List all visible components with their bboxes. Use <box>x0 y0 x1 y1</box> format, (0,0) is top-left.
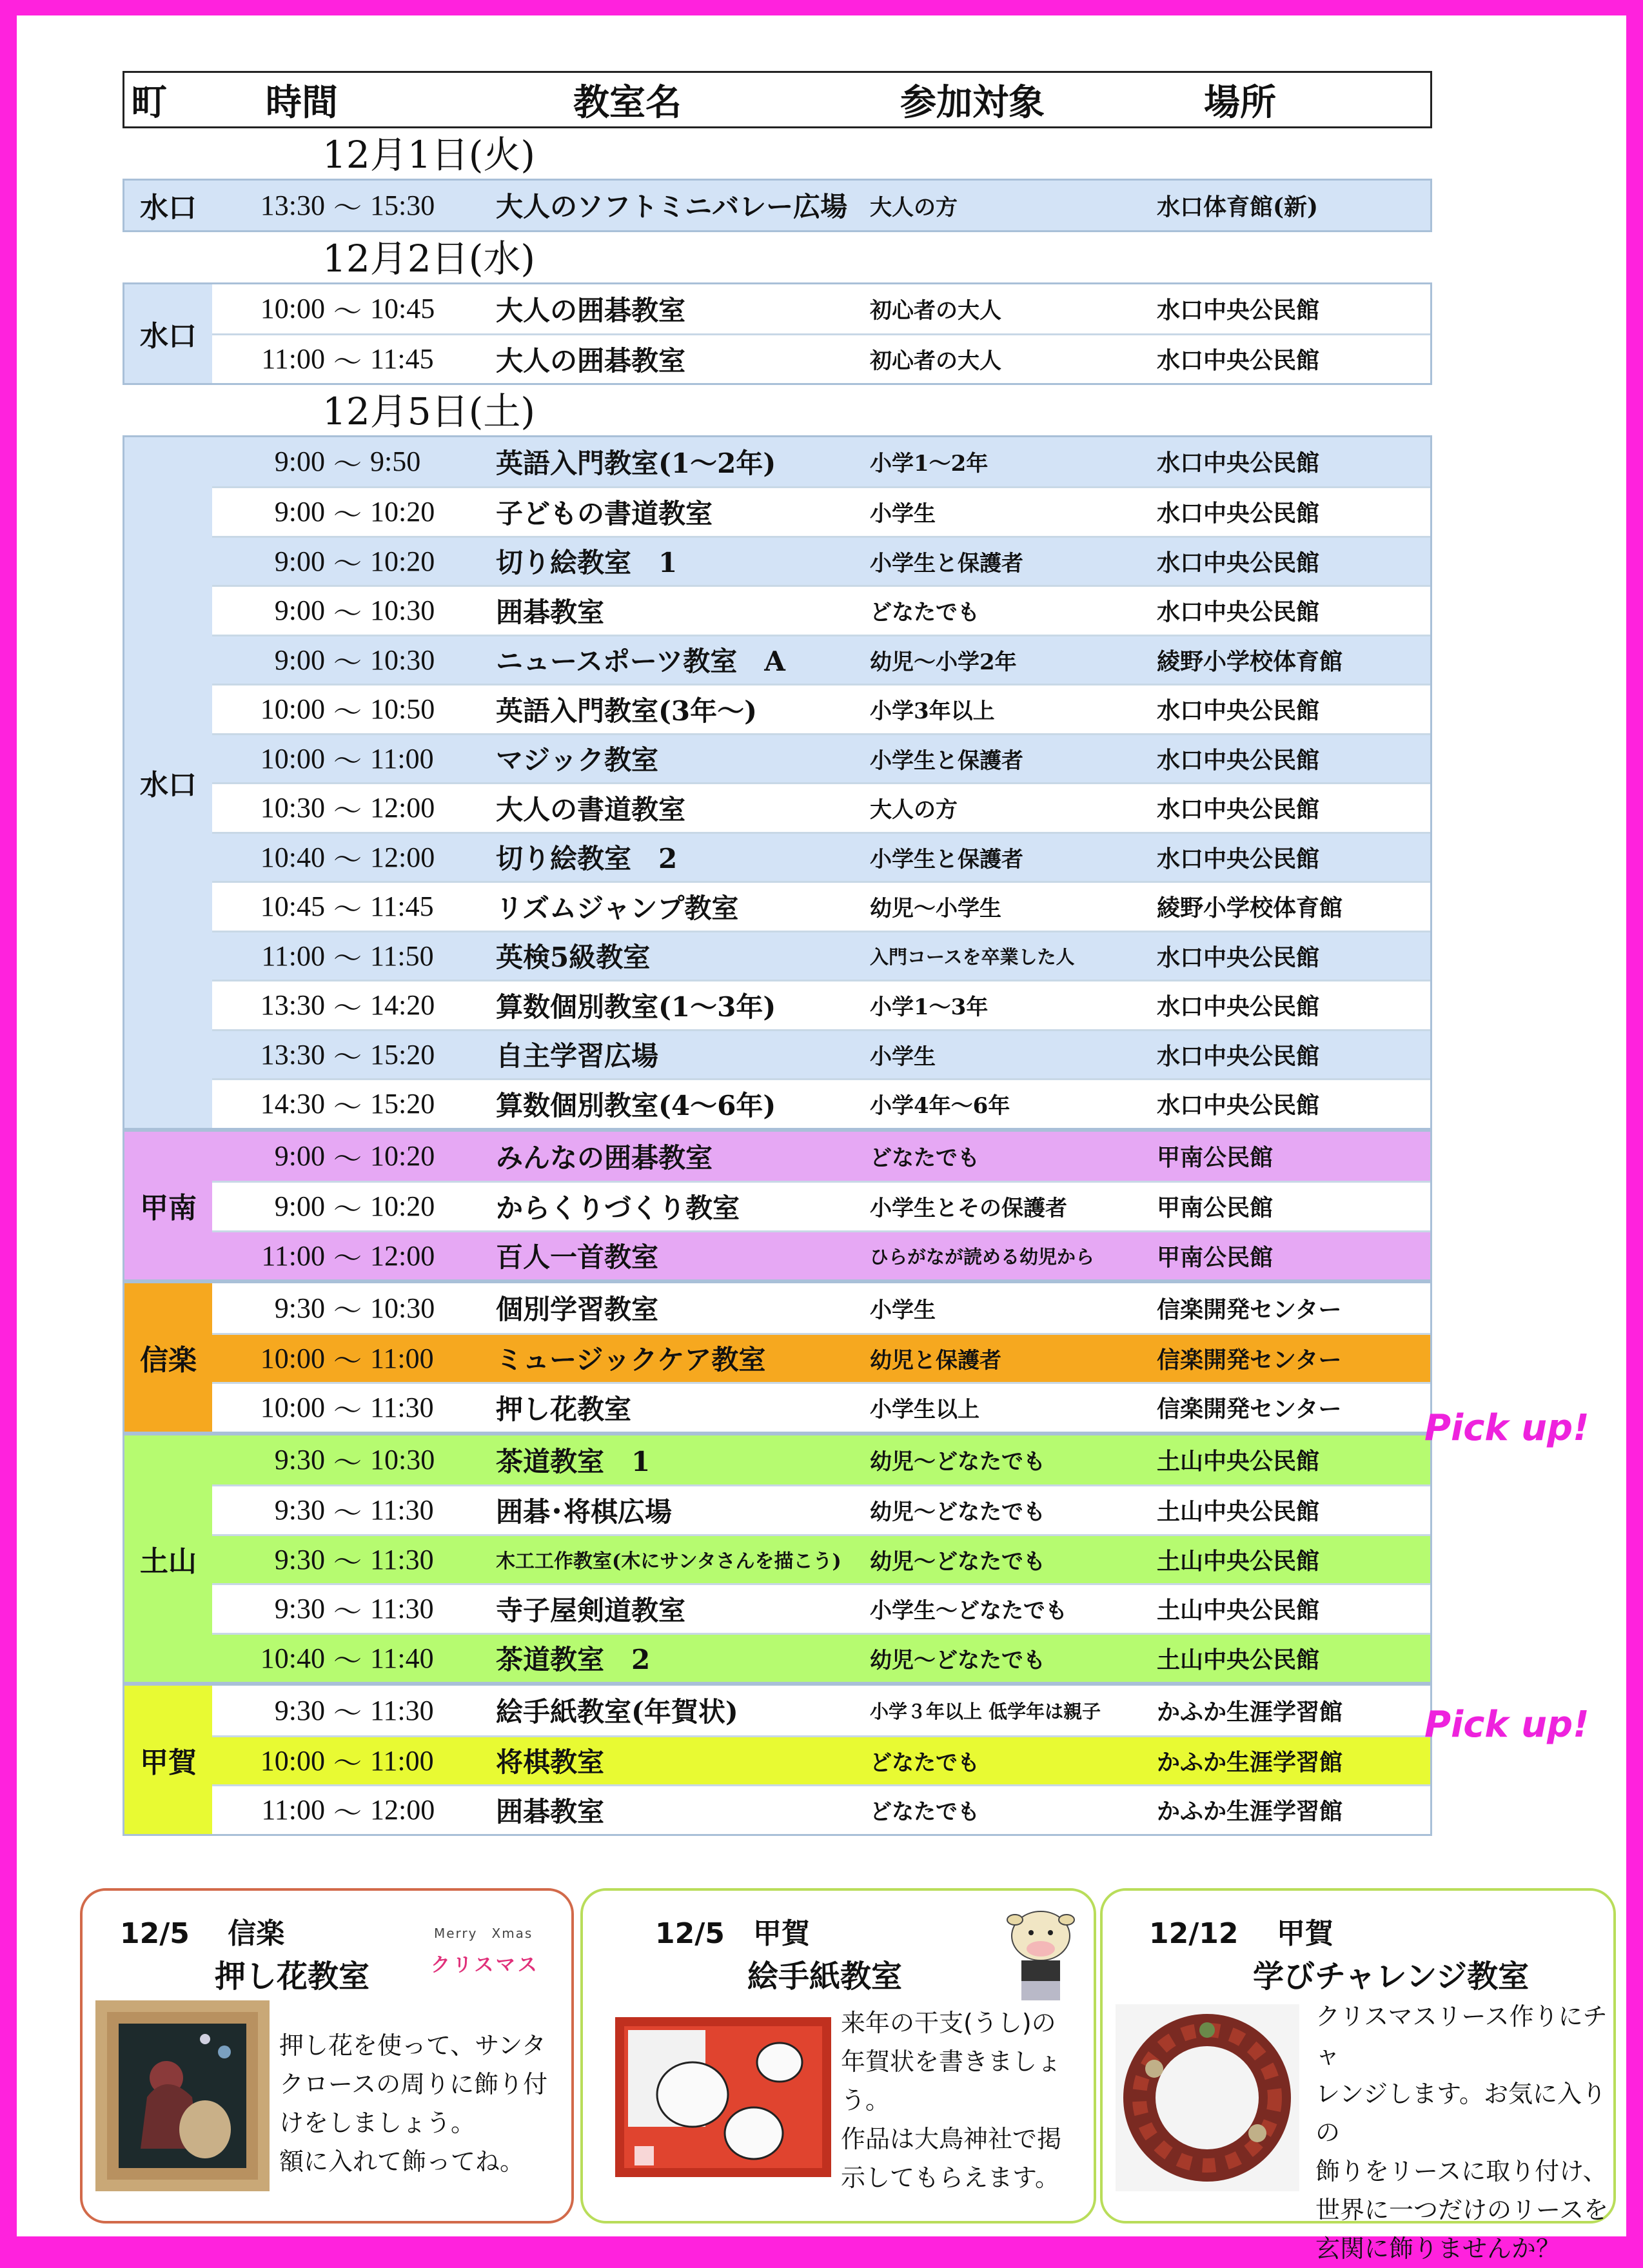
class-name: 算数個別教室(1～3年) <box>496 991 776 1023</box>
end-time: 11:00 <box>370 742 434 774</box>
time-separator: ～ <box>333 1748 362 1780</box>
town-label: 信楽 <box>124 1283 212 1432</box>
start-time: 9:30 <box>274 1694 325 1726</box>
time-cell <box>212 985 496 1026</box>
time-cell <box>212 288 496 330</box>
target-audience: 幼児～小学2年 <box>870 649 1017 675</box>
start-time: 11:00 <box>261 1239 325 1272</box>
target-audience: ひらがなが読める幼児から <box>870 1245 1095 1268</box>
target-audience: 幼児と保護者 <box>870 1347 1001 1374</box>
start-time: 9:30 <box>274 1543 325 1575</box>
start-time: 10:00 <box>260 742 325 774</box>
box-title: 学びチャレンジ教室 <box>1253 1958 1530 1995</box>
town-label: 甲南 <box>124 1132 212 1280</box>
start-time: 11:00 <box>261 1794 325 1826</box>
info-box-wreath <box>1100 1888 1616 2263</box>
class-name: 囲碁教室 <box>496 596 605 628</box>
table-row <box>212 931 1430 980</box>
end-time: 10:30 <box>370 595 435 627</box>
table-row <box>212 1230 1430 1280</box>
end-time: 11:45 <box>370 891 434 923</box>
target-audience: 小学生以上 <box>870 1397 979 1423</box>
header-town: 町 <box>131 81 167 124</box>
class-name: 百人一首教室 <box>496 1241 659 1274</box>
class-name: 絵手紙教室(年賀状) <box>496 1696 738 1728</box>
start-time: 14:30 <box>260 1088 325 1120</box>
table-row <box>212 684 1430 733</box>
schedule-table <box>123 71 1432 1836</box>
class-name: 大人の書道教室 <box>496 793 686 825</box>
end-time: 11:00 <box>370 1744 434 1777</box>
wreath-photo <box>1116 2004 1299 2191</box>
end-time: 12:00 <box>370 841 435 873</box>
end-time: 10:30 <box>370 1292 435 1324</box>
time-cell <box>212 491 496 533</box>
time-separator: ～ <box>333 794 362 827</box>
class-name: 押し花教室 <box>496 1393 632 1425</box>
time-cell <box>212 441 496 482</box>
time-cell <box>212 1637 496 1679</box>
venue: 水口中央公民館 <box>1157 598 1320 626</box>
venue: 土山中央公民館 <box>1157 1448 1320 1475</box>
target-audience: 小学生 <box>870 1297 936 1323</box>
time-cell <box>212 1539 496 1580</box>
venue: 水口中央公民館 <box>1157 993 1320 1021</box>
pickup-label: Pick up! <box>1424 1407 1589 1449</box>
class-name: 囲碁･将棋広場 <box>496 1495 673 1528</box>
class-name: 個別学習教室 <box>496 1294 659 1326</box>
time-separator: ～ <box>333 1193 362 1225</box>
time-cell <box>212 1740 496 1781</box>
venue: 信楽開発センター <box>1157 1346 1342 1374</box>
page <box>17 15 1626 2263</box>
end-time: 10:20 <box>370 545 435 577</box>
time-separator: ～ <box>333 943 362 975</box>
time-separator: ～ <box>333 597 362 629</box>
table-row <box>212 284 1430 334</box>
box-date: 12/5 甲賀 <box>655 1917 810 1950</box>
class-name: リズムジャンプ教室 <box>496 892 739 924</box>
start-time: 10:00 <box>260 1392 325 1424</box>
start-time: 10:00 <box>260 293 325 325</box>
time-separator: ～ <box>333 1394 362 1426</box>
class-name: みんなの囲碁教室 <box>496 1141 713 1174</box>
class-name: 茶道教室 1 <box>496 1445 651 1477</box>
box-title: 押し花教室 <box>215 1958 370 1995</box>
class-name: 茶道教室 2 <box>496 1644 651 1676</box>
target-audience: 大人の方 <box>870 797 958 823</box>
time-cell <box>212 836 496 878</box>
town-group <box>123 1684 1432 1836</box>
town-label: 土山 <box>124 1435 212 1682</box>
time-cell <box>212 1490 496 1531</box>
time-separator: ～ <box>333 1090 362 1123</box>
target-audience: 小学生 <box>870 501 936 528</box>
target-audience: どなたでも <box>870 1145 979 1172</box>
venue: 信楽開発センター <box>1157 1395 1342 1423</box>
start-time: 11:00 <box>261 343 325 375</box>
table-row <box>212 1132 1430 1181</box>
table-row <box>212 181 1430 230</box>
venue: 水口中央公民館 <box>1157 297 1320 324</box>
time-cell <box>212 639 496 680</box>
table-row <box>212 635 1430 684</box>
venue: 土山中央公民館 <box>1157 1646 1320 1673</box>
start-time: 9:00 <box>274 1140 325 1172</box>
end-time: 10:30 <box>370 644 435 676</box>
time-cell <box>212 1790 496 1831</box>
town-group <box>123 282 1432 385</box>
time-cell <box>212 1337 496 1379</box>
time-separator: ～ <box>333 498 362 531</box>
class-name: ニュースポーツ教室 A <box>496 646 785 678</box>
target-audience: 小学生 <box>870 1043 936 1070</box>
class-name: 英検5級教室 <box>496 942 651 974</box>
target-audience: 小学生～どなたでも <box>870 1598 1067 1624</box>
time-cell <box>212 1690 496 1731</box>
class-name: ミュージックケア教室 <box>496 1344 766 1376</box>
time-separator: ～ <box>333 992 362 1024</box>
time-separator: ～ <box>333 1546 362 1579</box>
table-row <box>212 585 1430 635</box>
time-cell <box>212 184 496 226</box>
target-audience: どなたでも <box>870 600 979 626</box>
start-time: 13:30 <box>260 189 325 221</box>
time-separator: ～ <box>333 295 362 328</box>
time-cell <box>212 1083 496 1125</box>
class-name: 切り絵教室 2 <box>496 843 678 875</box>
time-separator: ～ <box>333 745 362 778</box>
venue: 水口体育館(新) <box>1157 193 1319 221</box>
time-separator: ～ <box>333 1446 362 1479</box>
time-separator: ～ <box>333 1645 362 1677</box>
venue: 甲南公民館 <box>1157 1243 1274 1271</box>
venue: 土山中央公民館 <box>1157 1498 1320 1526</box>
pressed-flower-photo <box>95 2000 270 2191</box>
start-time: 9:30 <box>274 1444 325 1476</box>
target-audience: 小学3年以上 <box>870 698 995 725</box>
start-time: 13:30 <box>260 989 325 1021</box>
town-group <box>123 1434 1432 1684</box>
class-name: 子どもの書道教室 <box>496 497 713 529</box>
table-row <box>212 980 1430 1029</box>
target-audience: 小学1～2年 <box>870 451 989 477</box>
venue: 水口中央公民館 <box>1157 500 1320 528</box>
time-cell <box>212 1034 496 1075</box>
start-time: 9:00 <box>274 496 325 528</box>
class-name: 英語入門教室(3年～) <box>496 695 757 727</box>
venue: 水口中央公民館 <box>1157 697 1320 725</box>
start-time: 9:00 <box>274 446 325 478</box>
table-row <box>212 1181 1430 1230</box>
header-target: 参加対象 <box>900 81 1045 124</box>
time-cell <box>212 886 496 927</box>
venue: 綾野小学校体育館 <box>1157 894 1343 922</box>
day-date: 12月2日(水) <box>322 236 535 281</box>
start-time: 9:00 <box>274 644 325 676</box>
end-time: 10:20 <box>370 1140 435 1172</box>
venue: 水口中央公民館 <box>1157 746 1320 774</box>
time-separator: ～ <box>333 1243 362 1275</box>
time-cell <box>212 1136 496 1177</box>
time-separator: ～ <box>333 1697 362 1730</box>
venue: 水口中央公民館 <box>1157 943 1320 971</box>
table-row <box>212 1283 1430 1333</box>
venue: 水口中央公民館 <box>1157 1042 1320 1070</box>
time-separator: ～ <box>333 1295 362 1327</box>
class-name: からくりづくり教室 <box>496 1192 740 1224</box>
table-row <box>212 1435 1430 1485</box>
pickup-label: Pick up! <box>1424 1704 1589 1746</box>
time-separator: ～ <box>333 844 362 876</box>
end-time: 15:30 <box>370 189 435 221</box>
table-row <box>212 1784 1430 1834</box>
time-cell <box>212 738 496 779</box>
end-time: 11:50 <box>370 940 434 972</box>
venue: 土山中央公民館 <box>1157 1597 1320 1624</box>
time-cell <box>212 1235 496 1276</box>
end-time: 12:00 <box>370 1239 435 1272</box>
class-name: 算数個別教室(4～6年) <box>496 1089 776 1121</box>
time-separator: ～ <box>333 548 362 580</box>
target-audience: 幼児～どなたでも <box>870 1499 1045 1526</box>
time-cell <box>212 935 496 976</box>
table-row <box>212 1078 1430 1128</box>
target-audience: 幼児～どなたでも <box>870 1647 1045 1673</box>
table-row <box>212 832 1430 882</box>
start-time: 10:45 <box>260 891 325 923</box>
class-name: マジック教室 <box>496 744 659 776</box>
info-box-oshibana <box>80 1888 574 2224</box>
time-cell <box>212 339 496 380</box>
table-row <box>212 1633 1430 1682</box>
end-time: 10:30 <box>370 1444 435 1476</box>
time-separator: ～ <box>333 696 362 728</box>
days-container <box>123 128 1432 1836</box>
table-row <box>212 1029 1430 1079</box>
venue: 綾野小学校体育館 <box>1157 647 1343 675</box>
time-separator: ～ <box>333 1497 362 1529</box>
table-row <box>212 1382 1430 1432</box>
end-time: 10:45 <box>370 293 435 325</box>
end-time: 11:30 <box>370 1543 434 1575</box>
class-name: 寺子屋剣道教室 <box>496 1594 686 1626</box>
target-audience: 小学生と保護者 <box>870 846 1023 873</box>
venue: 土山中央公民館 <box>1157 1547 1320 1575</box>
venue: 水口中央公民館 <box>1157 449 1320 477</box>
venue: かふか生涯学習館 <box>1157 1698 1343 1726</box>
time-cell <box>212 689 496 730</box>
venue: 水口中央公民館 <box>1157 1092 1320 1119</box>
info-box-etegami <box>580 1888 1096 2224</box>
town-group <box>123 1130 1432 1282</box>
table-row <box>212 1534 1430 1584</box>
venue: 水口中央公民館 <box>1157 347 1320 375</box>
venue: かふか生涯学習館 <box>1157 1748 1343 1776</box>
new-year-card-photo <box>615 2017 831 2177</box>
target-audience: 大人の方 <box>870 194 958 221</box>
venue: 甲南公民館 <box>1157 1144 1274 1172</box>
day-date: 12月5日(土) <box>322 389 535 433</box>
town-label: 甲賀 <box>124 1686 212 1834</box>
start-time: 13:30 <box>260 1038 325 1070</box>
venue: 甲南公民館 <box>1157 1194 1274 1222</box>
end-time: 10:20 <box>370 1190 435 1223</box>
start-time: 9:00 <box>274 545 325 577</box>
end-time: 11:40 <box>370 1642 434 1674</box>
table-row <box>212 437 1430 487</box>
class-name: 将棋教室 <box>496 1746 605 1779</box>
box-title: 絵手紙教室 <box>747 1958 903 1995</box>
class-name: 囲碁教室 <box>496 1795 605 1828</box>
town-group <box>123 435 1432 1130</box>
time-cell <box>212 1588 496 1630</box>
end-time: 15:20 <box>370 1038 435 1070</box>
time-separator: ～ <box>333 192 362 224</box>
end-time: 11:30 <box>370 1494 434 1526</box>
header-place: 場所 <box>1204 81 1276 124</box>
start-time: 10:40 <box>260 841 325 873</box>
start-time: 10:00 <box>260 1342 325 1374</box>
target-audience: 幼児～小学生 <box>870 896 1001 922</box>
town-group <box>123 179 1432 232</box>
target-audience: 小学生とその保護者 <box>870 1196 1067 1222</box>
time-separator: ～ <box>333 448 362 480</box>
start-time: 9:30 <box>274 1494 325 1526</box>
header-time: 時間 <box>266 81 338 124</box>
time-separator: ～ <box>333 346 362 378</box>
class-name: 大人の囲碁教室 <box>496 344 686 377</box>
time-separator: ～ <box>333 1797 362 1829</box>
table-row <box>212 486 1430 536</box>
venue: 水口中央公民館 <box>1157 549 1320 577</box>
town-group <box>123 1281 1432 1434</box>
class-name: 木工工作教室(木にサンタさんを描こう) <box>496 1550 841 1573</box>
time-cell <box>212 787 496 829</box>
end-time: 9:50 <box>370 446 421 478</box>
target-audience: 初心者の大人 <box>870 298 1001 324</box>
venue: 水口中央公民館 <box>1157 845 1320 873</box>
start-time: 10:30 <box>260 792 325 824</box>
time-cell <box>212 540 496 582</box>
end-time: 11:30 <box>370 1694 434 1726</box>
time-cell <box>212 590 496 631</box>
table-row <box>212 1484 1430 1534</box>
end-time: 14:20 <box>370 989 435 1021</box>
target-audience: 小学生と保護者 <box>870 747 1023 774</box>
time-cell <box>212 1287 496 1328</box>
venue: 水口中央公民館 <box>1157 796 1320 823</box>
day-date: 12月1日(火) <box>322 133 535 177</box>
box-date: 12/12 甲賀 <box>1149 1917 1333 1950</box>
table-row <box>212 1333 1430 1383</box>
time-separator: ～ <box>333 1345 362 1377</box>
town-label: 水口 <box>124 181 212 230</box>
end-time: 11:45 <box>370 343 434 375</box>
time-separator: ～ <box>333 1143 362 1175</box>
target-audience: 小学4年～6年 <box>870 1093 1010 1119</box>
time-separator: ～ <box>333 1595 362 1628</box>
town-label: 水口 <box>124 437 212 1128</box>
start-time: 10:00 <box>260 693 325 725</box>
target-audience: どなたでも <box>870 1799 979 1826</box>
table-row <box>212 536 1430 586</box>
end-time: 12:00 <box>370 1794 435 1826</box>
class-name: 大人のソフトミニバレー広場 <box>496 191 848 223</box>
target-audience: 初心者の大人 <box>870 348 1001 375</box>
table-row <box>212 1735 1430 1785</box>
box-text: 押し花を使って、サンタ クロースの周りに飾り付 けをしましょう。 額に入れて飾ってね。 <box>279 2031 548 2176</box>
time-cell <box>212 1439 496 1481</box>
end-time: 11:30 <box>370 1593 434 1625</box>
end-time: 15:20 <box>370 1088 435 1120</box>
class-name: 切り絵教室 1 <box>496 547 678 579</box>
xmas-deco-text: Merry Xmas <box>434 1926 533 1941</box>
class-name: 大人の囲碁教室 <box>496 294 686 326</box>
end-time: 10:50 <box>370 693 435 725</box>
box-text: 来年の干支(うし)の 年賀状を書きましょう。 作品は大鳥神社で掲 示してもらえます。 <box>841 2009 1062 2192</box>
xmas-deco-logo: クリスマス <box>431 1954 540 1977</box>
start-time: 9:00 <box>274 1190 325 1223</box>
target-audience: 小学生と保護者 <box>870 550 1023 577</box>
header-class: 教室名 <box>573 81 682 124</box>
class-name: 英語入門教室(1～2年) <box>496 447 776 479</box>
table-row <box>212 881 1430 931</box>
time-cell <box>212 1186 496 1227</box>
target-audience: 小学３年以上 低学年は親子 <box>870 1700 1101 1722</box>
box-text: クリスマスリース作りにチャ レンジします。お気に入りの 飾りをリースに取り付け、 世界に一つだけのリースを 玄関に飾りませんか？ <box>1315 2002 1609 2263</box>
end-time: 11:00 <box>370 1342 434 1374</box>
start-time: 10:00 <box>260 1744 325 1777</box>
start-time: 9:30 <box>274 1292 325 1324</box>
time-separator: ～ <box>333 647 362 679</box>
table-row <box>212 733 1430 783</box>
class-name: 自主学習広場 <box>496 1040 659 1072</box>
target-audience: 入門コースを卒業した人 <box>870 945 1075 968</box>
time-separator: ～ <box>333 893 362 925</box>
target-audience: どなたでも <box>870 1750 979 1776</box>
end-time: 12:00 <box>370 792 435 824</box>
box-date: 12/5 信楽 <box>120 1917 285 1950</box>
start-time: 11:00 <box>261 940 325 972</box>
start-time: 9:30 <box>274 1593 325 1625</box>
table-header <box>123 71 1432 128</box>
cow-mascot-icon <box>996 1904 1086 2013</box>
end-time: 10:20 <box>370 496 435 528</box>
end-time: 11:30 <box>370 1392 434 1424</box>
table-row <box>212 333 1430 383</box>
target-audience: 幼児～どなたでも <box>870 1449 1045 1475</box>
town-label: 水口 <box>124 284 212 383</box>
table-row <box>212 1583 1430 1633</box>
start-time: 10:40 <box>260 1642 325 1674</box>
table-row <box>212 1686 1430 1735</box>
table-row <box>212 782 1430 832</box>
target-audience: 幼児～どなたでも <box>870 1548 1045 1575</box>
time-cell <box>212 1387 496 1428</box>
start-time: 9:00 <box>274 595 325 627</box>
target-audience: 小学1～3年 <box>870 994 989 1021</box>
time-separator: ～ <box>333 1041 362 1074</box>
venue: かふか生涯学習館 <box>1157 1798 1343 1826</box>
venue: 信楽開発センター <box>1157 1296 1342 1323</box>
